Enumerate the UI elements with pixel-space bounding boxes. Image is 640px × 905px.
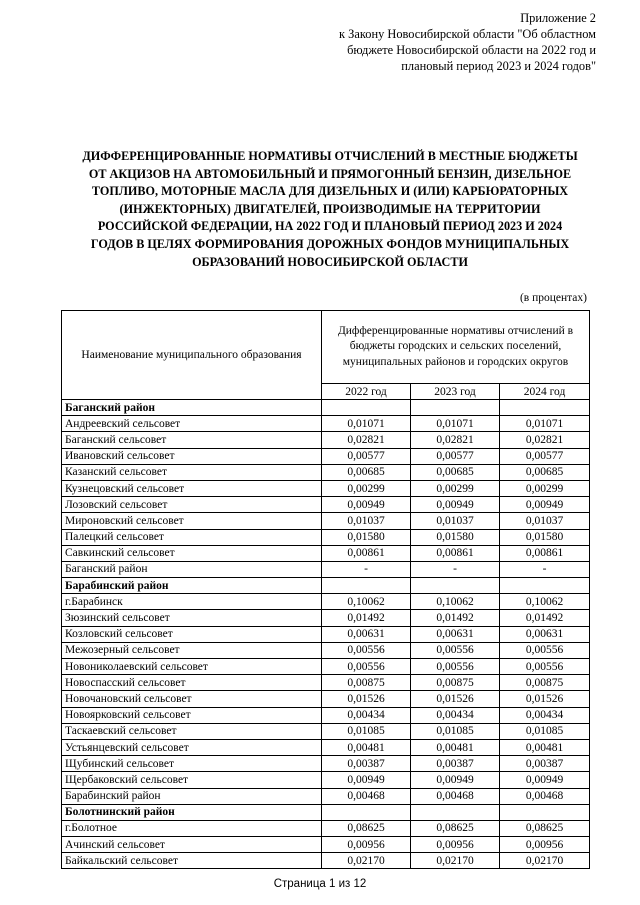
- row-value-v2: 0,01037: [411, 513, 500, 529]
- row-value-v2: 0,00556: [411, 642, 500, 658]
- row-value-v1: 0,00556: [322, 642, 411, 658]
- title-line: ГОДОВ В ЦЕЛЯХ ФОРМИРОВАНИЯ ДОРОЖНЫХ ФОНДОВ МУНИЦИПАЛЬНЫХ: [90, 236, 570, 251]
- table-row: [62, 837, 590, 853]
- row-value-v3: -: [500, 561, 590, 577]
- row-value-v3: 0,00387: [500, 756, 590, 772]
- row-value-v1: [322, 400, 411, 416]
- row-value-v1: 0,01580: [322, 529, 411, 545]
- row-name: Лозовский сельсовет: [62, 497, 322, 513]
- row-name: Новочановский сельсовет: [62, 691, 322, 707]
- table-row: [62, 497, 590, 513]
- row-value-v1: 0,00434: [322, 707, 411, 723]
- row-value-v3: [500, 400, 590, 416]
- table-row: [62, 659, 590, 675]
- row-name: Болотнинский район: [62, 804, 322, 820]
- row-value-v1: 0,00556: [322, 659, 411, 675]
- row-value-v3: 0,00631: [500, 626, 590, 642]
- row-name: Щубинский сельсовет: [62, 756, 322, 772]
- row-value-v2: 0,00631: [411, 626, 500, 642]
- row-value-v2: 0,02170: [411, 853, 500, 869]
- header-year-2023: 2023 год: [411, 384, 500, 400]
- row-name: Баганский район: [62, 561, 322, 577]
- title-line: (ИНЖЕКТОРНЫХ) ДВИГАТЕЛЕЙ, ПРОИЗВОДИМЫЕ НА ТЕРРИТОРИИ: [119, 201, 541, 216]
- row-value-v1: 0,00577: [322, 448, 411, 464]
- section-row: [62, 400, 590, 416]
- table-row: [62, 416, 590, 432]
- row-value-v1: 0,00861: [322, 545, 411, 561]
- row-value-v3: 0,00468: [500, 788, 590, 804]
- page-footer: Страница 1 из 12: [273, 878, 367, 890]
- table-row: [62, 756, 590, 772]
- table-row: [62, 820, 590, 836]
- row-value-v2: 0,00949: [411, 497, 500, 513]
- table-row: [62, 675, 590, 691]
- row-value-v3: 0,00556: [500, 642, 590, 658]
- row-value-v2: 0,00556: [411, 659, 500, 675]
- row-name: г.Болотное: [62, 820, 322, 836]
- row-value-v1: 0,00949: [322, 772, 411, 788]
- table-row: [62, 723, 590, 739]
- row-value-v1: 0,00685: [322, 464, 411, 480]
- row-value-v1: 0,10062: [322, 594, 411, 610]
- header-year-2022: 2022 год: [322, 384, 411, 400]
- row-value-v1: 0,08625: [322, 820, 411, 836]
- title-line: ТОПЛИВО, МОТОРНЫЕ МАСЛА ДЛЯ ДИЗЕЛЬНЫХ И (ИЛИ) КАРБЮРАТОРНЫХ: [91, 184, 569, 199]
- row-value-v2: 0,00685: [411, 464, 500, 480]
- section-row: [62, 578, 590, 594]
- table-row: [62, 448, 590, 464]
- row-value-v1: 0,00631: [322, 626, 411, 642]
- row-value-v2: -: [411, 561, 500, 577]
- header-year-2024: 2024 год: [500, 384, 590, 400]
- table-row: [62, 739, 590, 755]
- row-name: Таскаевский сельсовет: [62, 723, 322, 739]
- row-value-v1: 0,00956: [322, 837, 411, 853]
- header-group: Дифференцированные нормативы отчислений в бюджеты городских и сельских поселений, муниципальных районов и городских округов: [322, 311, 590, 384]
- row-value-v3: [500, 578, 590, 594]
- row-value-v1: 0,01085: [322, 723, 411, 739]
- row-value-v1: 0,00875: [322, 675, 411, 691]
- row-name: Савкинский сельсовет: [62, 545, 322, 561]
- table-row: [62, 691, 590, 707]
- row-name: Кузнецовский сельсовет: [62, 480, 322, 496]
- row-name: Ачинский сельсовет: [62, 837, 322, 853]
- row-name: Козловский сельсовет: [62, 626, 322, 642]
- table-row: [62, 432, 590, 448]
- row-name: Барабинский район: [62, 788, 322, 804]
- row-value-v1: 0,00387: [322, 756, 411, 772]
- row-name: Мироновский сельсовет: [62, 513, 322, 529]
- row-value-v2: 0,00861: [411, 545, 500, 561]
- row-value-v3: 0,01492: [500, 610, 590, 626]
- row-value-v1: 0,00299: [322, 480, 411, 496]
- row-value-v3: 0,01526: [500, 691, 590, 707]
- row-name: Ивановский сельсовет: [62, 448, 322, 464]
- row-value-v2: 0,00875: [411, 675, 500, 691]
- table-row: [62, 480, 590, 496]
- row-value-v2: 0,01492: [411, 610, 500, 626]
- row-value-v1: 0,02170: [322, 853, 411, 869]
- row-name: Новоспасский сельсовет: [62, 675, 322, 691]
- appendix-line: к Закону Новосибирской области "Об областном: [339, 27, 596, 41]
- table-row: [62, 853, 590, 869]
- row-value-v2: 0,00577: [411, 448, 500, 464]
- row-name: Баганский район: [62, 400, 322, 416]
- row-value-v2: 0,00387: [411, 756, 500, 772]
- row-value-v3: 0,08625: [500, 820, 590, 836]
- document-title: [50, 148, 610, 271]
- row-value-v3: 0,00685: [500, 464, 590, 480]
- row-name: Устьянцевский сельсовет: [62, 739, 322, 755]
- row-value-v1: 0,00468: [322, 788, 411, 804]
- row-name: Межозерный сельсовет: [62, 642, 322, 658]
- row-value-v3: 0,00481: [500, 739, 590, 755]
- appendix-line: бюджете Новосибирской области на 2022 год и: [347, 43, 596, 57]
- row-value-v1: 0,01526: [322, 691, 411, 707]
- row-name: Новониколаевский сельсовет: [62, 659, 322, 675]
- table-row: [62, 594, 590, 610]
- row-value-v1: [322, 578, 411, 594]
- row-name: Палецкий сельсовет: [62, 529, 322, 545]
- row-name: г.Барабинск: [62, 594, 322, 610]
- row-value-v2: 0,00468: [411, 788, 500, 804]
- row-value-v3: 0,00299: [500, 480, 590, 496]
- row-value-v2: [411, 400, 500, 416]
- row-name: Байкальский сельсовет: [62, 853, 322, 869]
- row-value-v2: 0,00949: [411, 772, 500, 788]
- section-row: [62, 804, 590, 820]
- table-row: [62, 772, 590, 788]
- row-value-v3: 0,02170: [500, 853, 590, 869]
- row-value-v2: 0,01526: [411, 691, 500, 707]
- row-value-v1: 0,02821: [322, 432, 411, 448]
- title-line: ДИФФЕРЕНЦИРОВАННЫЕ НОРМАТИВЫ ОТЧИСЛЕНИЙ В МЕСТНЫЕ БЮДЖЕТЫ: [82, 149, 578, 163]
- row-value-v3: 0,01085: [500, 723, 590, 739]
- row-value-v2: 0,01580: [411, 529, 500, 545]
- row-value-v1: 0,00949: [322, 497, 411, 513]
- row-value-v3: 0,01580: [500, 529, 590, 545]
- row-value-v3: 0,00577: [500, 448, 590, 464]
- row-value-v3: 0,00434: [500, 707, 590, 723]
- row-value-v1: 0,01492: [322, 610, 411, 626]
- table-row: [62, 788, 590, 804]
- table-row: [62, 561, 590, 577]
- row-value-v2: 0,00299: [411, 480, 500, 496]
- header-name: Наименование муниципального образования: [62, 311, 322, 400]
- row-value-v3: 0,00949: [500, 772, 590, 788]
- row-name: Зюзинский сельсовет: [62, 610, 322, 626]
- row-value-v1: [322, 804, 411, 820]
- row-value-v2: 0,01071: [411, 416, 500, 432]
- table-row: [62, 464, 590, 480]
- table-row: [62, 626, 590, 642]
- table-row: [62, 707, 590, 723]
- appendix-line: Приложение 2: [520, 11, 596, 25]
- row-value-v2: 0,00956: [411, 837, 500, 853]
- row-value-v1: 0,01037: [322, 513, 411, 529]
- row-name: Баганский сельсовет: [62, 432, 322, 448]
- row-value-v2: 0,01085: [411, 723, 500, 739]
- row-value-v2: [411, 578, 500, 594]
- row-value-v3: 0,10062: [500, 594, 590, 610]
- row-name: Барабинский район: [62, 578, 322, 594]
- row-value-v2: 0,00434: [411, 707, 500, 723]
- row-value-v3: 0,02821: [500, 432, 590, 448]
- title-line: ОТ АКЦИЗОВ НА АВТОМОБИЛЬНЫЙ И ПРЯМОГОННЫЙ БЕНЗИН, ДИЗЕЛЬНОЕ: [88, 166, 572, 181]
- row-value-v2: 0,00481: [411, 739, 500, 755]
- table-row: [62, 513, 590, 529]
- table-row: [62, 642, 590, 658]
- row-value-v3: 0,00956: [500, 837, 590, 853]
- table-row: [62, 529, 590, 545]
- row-name: Андреевский сельсовет: [62, 416, 322, 432]
- row-value-v2: [411, 804, 500, 820]
- row-name: Казанский сельсовет: [62, 464, 322, 480]
- row-value-v3: 0,00861: [500, 545, 590, 561]
- row-value-v2: 0,08625: [411, 820, 500, 836]
- table-row: [62, 610, 590, 626]
- norms-table: [61, 310, 590, 869]
- row-value-v2: 0,10062: [411, 594, 500, 610]
- row-value-v3: 0,00556: [500, 659, 590, 675]
- title-line: РОССИЙСКОЙ ФЕДЕРАЦИИ, НА 2022 ГОД И ПЛАНОВЫЙ ПЕРИОД 2023 И 2024: [97, 219, 563, 234]
- row-value-v3: 0,01071: [500, 416, 590, 432]
- row-name: Новоярковский сельсовет: [62, 707, 322, 723]
- row-value-v2: 0,02821: [411, 432, 500, 448]
- title-line: ОБРАЗОВАНИЙ НОВОСИБИРСКОЙ ОБЛАСТИ: [192, 254, 468, 269]
- appendix-header: [236, 10, 596, 74]
- row-value-v3: 0,00875: [500, 675, 590, 691]
- row-value-v1: 0,00481: [322, 739, 411, 755]
- row-value-v3: 0,00949: [500, 497, 590, 513]
- unit-label: (в процентах): [519, 292, 587, 304]
- table-row: [62, 545, 590, 561]
- row-value-v1: -: [322, 561, 411, 577]
- row-value-v3: [500, 804, 590, 820]
- row-name: Щербаковский сельсовет: [62, 772, 322, 788]
- row-value-v3: 0,01037: [500, 513, 590, 529]
- row-value-v1: 0,01071: [322, 416, 411, 432]
- appendix-line: плановый период 2023 и 2024 годов": [401, 59, 596, 73]
